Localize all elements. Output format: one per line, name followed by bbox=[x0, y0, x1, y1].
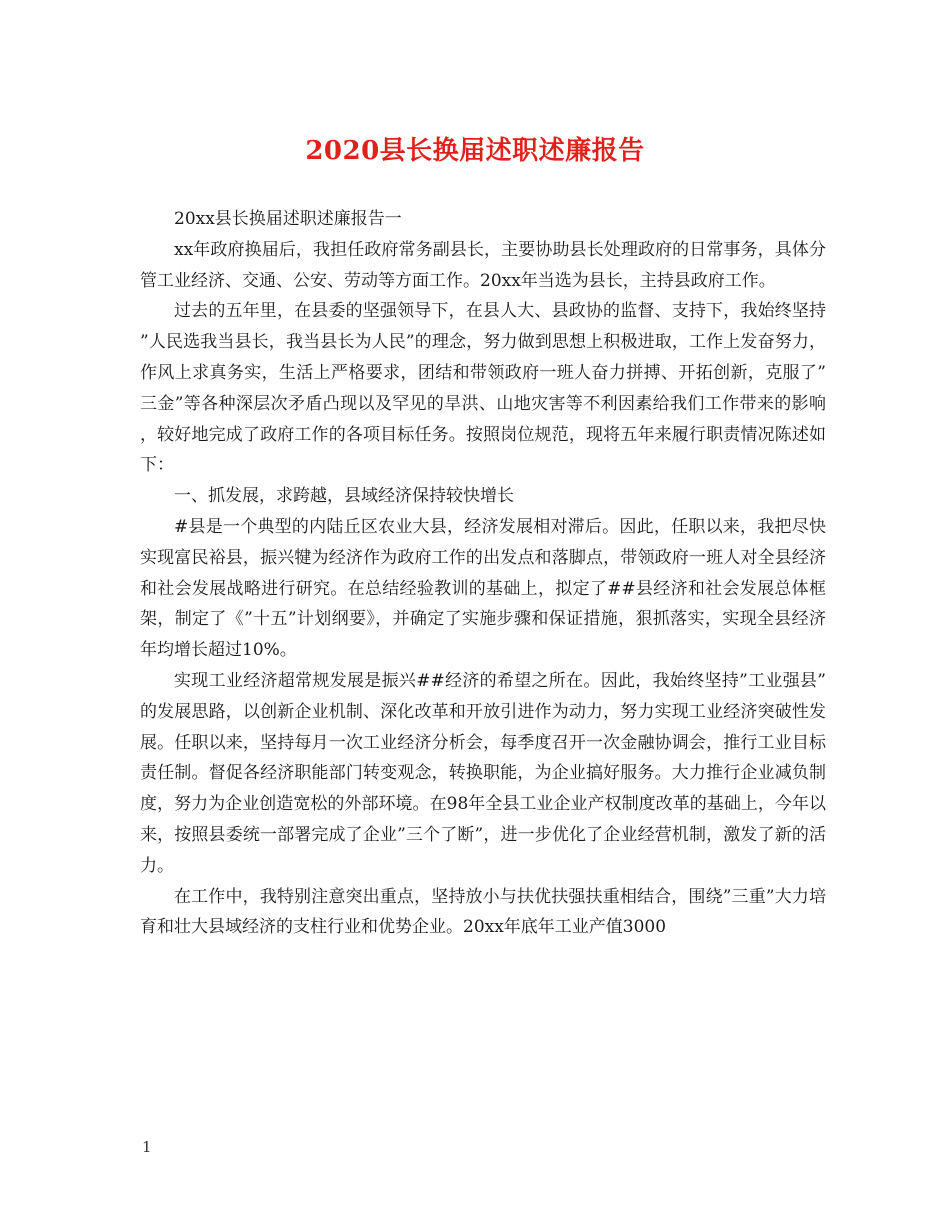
page-title: 2020县长换届述职述廉报告 bbox=[305, 136, 645, 166]
paragraph: xx年政府换届后，我担任政府常务副县长，主要协助县长处理政府的日常事务，具体分管工业经济、交通、公安、劳动等方面工作。20xx年当选为县长，主持县政府工作。 bbox=[140, 239, 826, 291]
paragraph: 实现工业经济超常规发展是振兴##经济的希望之所在。因此，我始终坚持”工业强县”的发展思路，以创新企业机制、深化改革和开放引进作为动力，努力实现工业经济突破性发展。任职以来，坚持每月一次工业经济分析会，每季度召开一次金融协调会，推行工业目标责任制。督促各经济职能部门转变观念，转换职能，为企业搞好服务。大力推行企业减负制度，努力为企业创造宽松的外部环境。在98年全县工业企业产权制度改革的基础上，今年以来，按照县委统一部署完成了企业”三个了断”，进一步优化了企业经营机制，激发了新的活力。 bbox=[140, 670, 826, 876]
section-subheading: 一、抓发展，求跨越，县域经济保持较快增长 bbox=[174, 486, 514, 507]
paragraph: 在工作中，我特别注意突出重点，坚持放小与扶优扶强扶重相结合，围绕”三重”大力培育和壮大县域经济的支柱行业和优势企业。20xx年底年工业产值3000 bbox=[140, 886, 826, 938]
page-number: 1 bbox=[142, 1138, 152, 1156]
section-heading: 20xx县长换届述职述廉报告一 bbox=[174, 209, 402, 229]
document-body bbox=[140, 204, 826, 943]
paragraph: #县是一个典型的内陆丘区农业大县，经济发展相对滞后。因此，任职以来，我把尽快实现富民裕县，振兴犍为经济作为政府工作的出发点和落脚点，带领政府一班人对全县经济和社会发展战略进行研究。在总结经验教训的基础上，拟定了##县经济和社会发展总体框架，制定了《”十五”计划纲要》，并确定了实施步骤和保证措施，狠抓落实，实现全县经济年均增长超过10%。 bbox=[140, 516, 826, 661]
paragraph: 过去的五年里，在县委的坚强领导下，在县人大、县政协的监督、支持下，我始终坚持”人民选我当县长，我当县长为人民”的理念，努力做到思想上积极进取，工作上发奋努力，作风上求真务实，生活上严格要求，团结和带领政府一班人奋力拼搏、开拓创新，克服了”三金”等各种深层次矛盾凸现以及罕见的旱洪、山地灾害等不利因素给我们工作带来的影响，较好地完成了政府工作的各项目标任务。按照岗位规范，现将五年来履行职责情况陈述如下： bbox=[140, 301, 826, 476]
